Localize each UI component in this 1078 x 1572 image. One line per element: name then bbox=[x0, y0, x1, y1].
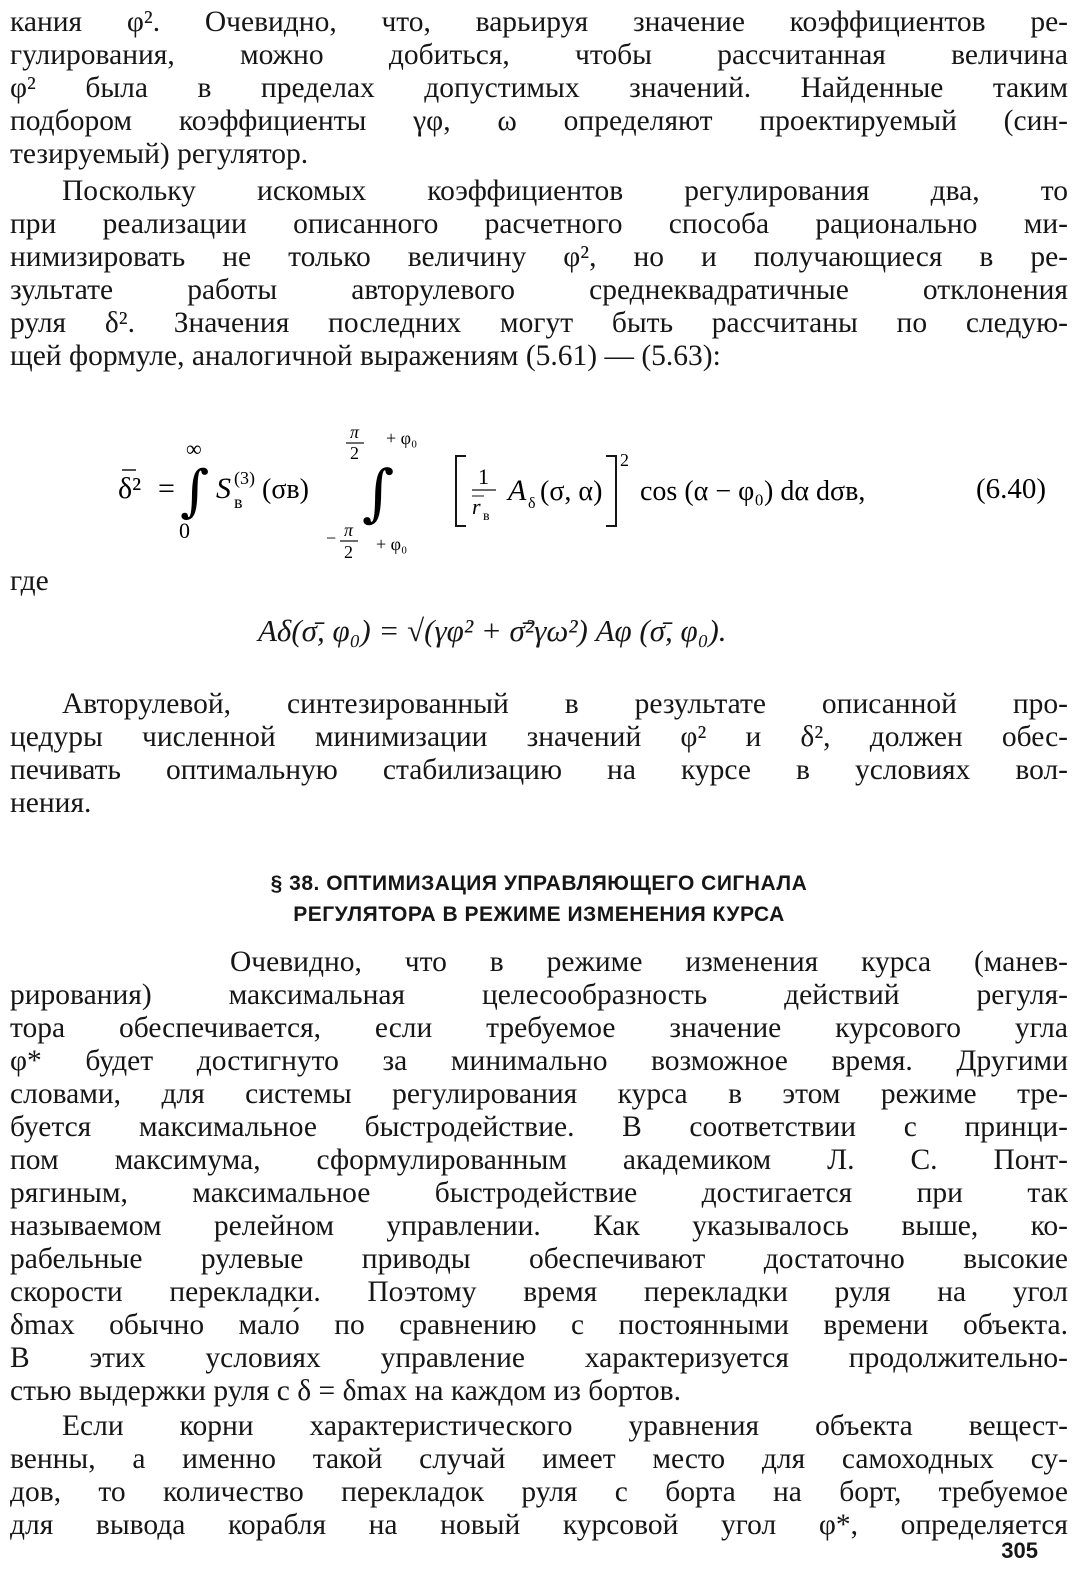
text-line: рирования) максимальная целесообразность действий регуля- bbox=[10, 979, 1068, 1011]
outer-integral-sign: ∫ bbox=[180, 459, 210, 524]
svg-text:δ: δ bbox=[528, 495, 536, 512]
svg-text:A: A bbox=[508, 474, 527, 507]
svg-text:1: 1 bbox=[478, 464, 489, 489]
svg-text:+ φ₀: + φ₀ bbox=[386, 428, 418, 448]
text-line: подбором коэффициенты γφ, ω определяют проектируемый (син- bbox=[10, 105, 1068, 137]
text-line: φ* будет достигнуто за минимально возможное время. Другими bbox=[10, 1045, 1068, 1077]
text-line: В этих условиях управление характеризуется продолжительно- bbox=[10, 1342, 1068, 1374]
page-number: 305 bbox=[1001, 1538, 1038, 1563]
text-line: словами, для системы регулирования курса в этом режиме тре- bbox=[10, 1078, 1068, 1110]
text-line: Поскольку искомых коэффициентов регулирования два, то bbox=[62, 175, 1068, 207]
text-line: тора обеспечивается, если требуемое значение курсового угла bbox=[10, 1012, 1068, 1044]
eq-spectrum-arg: (σв) bbox=[262, 474, 309, 505]
svg-text:π: π bbox=[344, 520, 354, 540]
text-line: зультате работы авторулевого среднеквадратичные отклонения bbox=[10, 274, 1068, 306]
text-line: кания φ². Очевидно, что, варьируя значение коэффициентов ре- bbox=[10, 6, 1068, 38]
text-line: Если корни характеристического уравнения объекта вещест- bbox=[62, 1410, 1068, 1442]
eq-lhs: δ² bbox=[118, 472, 142, 505]
text-line: буется максимальное быстродействие. В соответствии с принци- bbox=[10, 1111, 1068, 1143]
text-line: δmax обычно мало́ по сравнению с постоянными времени объекта. bbox=[10, 1309, 1068, 1341]
text-line: Авторулевой, синтезированный в результате описанной про- bbox=[62, 688, 1068, 720]
paragraph-5 bbox=[10, 1410, 1068, 1542]
text-line: φ² была в пределах допустимых значений. Найденные таким bbox=[10, 72, 1068, 104]
text-line: нимизировать не только величину φ², но и получающиеся в ре- bbox=[10, 241, 1068, 273]
text-line: называемом релейном управлении. Как указывалось выше, ко- bbox=[10, 1210, 1068, 1242]
text-line: венны, а именно такой случай имеет место для самоходных су- bbox=[10, 1443, 1068, 1475]
eq-tail: cos (α − φ₀) dα dσв, bbox=[640, 476, 866, 507]
section-heading-line-1: § 38. ОПТИМИЗАЦИЯ УПРАВЛЯЮЩЕГО СИГНАЛА bbox=[270, 872, 808, 895]
text-line: нения. bbox=[10, 787, 92, 819]
paragraph-4 bbox=[10, 946, 1068, 1408]
text-line: тезируемый) регулятор. bbox=[10, 138, 309, 170]
text-line: для вывода корабля на новый курсовой угол φ*, определяется bbox=[10, 1509, 1068, 1541]
text-line: стью выдержки руля с δ = δmax на каждом из бортов. bbox=[10, 1375, 681, 1407]
text-line: Очевидно, что в режиме изменения курса (манев- bbox=[230, 946, 1068, 978]
svg-text:=: = bbox=[158, 472, 175, 505]
equation-aux bbox=[0, 605, 1078, 665]
outer-upper-limit: ∞ bbox=[186, 436, 202, 461]
equation-6-40-drawing bbox=[0, 410, 1078, 570]
where-label: где bbox=[10, 565, 49, 597]
svg-text:2: 2 bbox=[344, 542, 353, 562]
inner-integral-sign: ∫ bbox=[362, 456, 395, 529]
eq-spectrum-sub: в bbox=[234, 492, 243, 512]
svg-text:2: 2 bbox=[620, 450, 629, 470]
section-heading bbox=[0, 868, 1078, 930]
paragraph-3 bbox=[10, 688, 1068, 820]
eq-spectrum-sup: (3) bbox=[234, 468, 255, 488]
equation-number: (6.40) bbox=[976, 473, 1047, 505]
text-line: рабельные рулевые приводы обеспечивают достаточно высокие bbox=[10, 1243, 1068, 1275]
eq-spectrum: S bbox=[216, 472, 231, 505]
text-line: скорости перекладки. Поэтому время перекладки руля на угол bbox=[10, 1276, 1068, 1308]
svg-text:−: − bbox=[326, 528, 337, 548]
text-line: при реализации описанного расчетного способа рационально ми- bbox=[10, 208, 1068, 240]
text-line: щей формуле, аналогичной выражениям (5.61) — (5.63): bbox=[10, 340, 721, 372]
svg-text:в: в bbox=[483, 509, 490, 524]
text-line: печивать оптимальную стабилизацию на курсе в условиях вол- bbox=[10, 754, 1068, 786]
equation-aux-text: Aδ(σ̄, φ₀) = √(γφ² + σ̄²γω²) Aφ (σ̄, φ₀). bbox=[258, 613, 727, 648]
svg-text:(σ, α): (σ, α) bbox=[540, 476, 603, 507]
section-heading-line-2: РЕГУЛЯТОРА В РЕЖИМЕ ИЗМЕНЕНИЯ КУРСА bbox=[293, 903, 785, 926]
text-line: цедуры численной минимизации значений φ² и δ², должен обес- bbox=[10, 721, 1068, 753]
outer-lower-limit: 0 bbox=[179, 518, 190, 543]
text-line: рягиным, максимальное быстродействие достигается при так bbox=[10, 1177, 1068, 1209]
svg-text:+ φ₀: + φ₀ bbox=[376, 534, 408, 554]
svg-text:2: 2 bbox=[350, 443, 359, 463]
text-line: пом максимума, сформулированным академиком Л. С. Понт- bbox=[10, 1144, 1068, 1176]
svg-text:π: π bbox=[350, 422, 360, 442]
paragraph-continuation bbox=[10, 6, 1068, 171]
equation-6-40 bbox=[0, 410, 1078, 570]
text-line: дов, то количество перекладок руля с борта на борт, требуемое bbox=[10, 1476, 1068, 1508]
text-line: руля δ². Значения последних могут быть рассчитаны по следую- bbox=[10, 307, 1068, 339]
svg-text:r: r bbox=[472, 494, 481, 519]
text-line: гулирования, можно добиться, чтобы рассчитанная величина bbox=[10, 39, 1068, 71]
paragraph-2 bbox=[10, 175, 1068, 373]
